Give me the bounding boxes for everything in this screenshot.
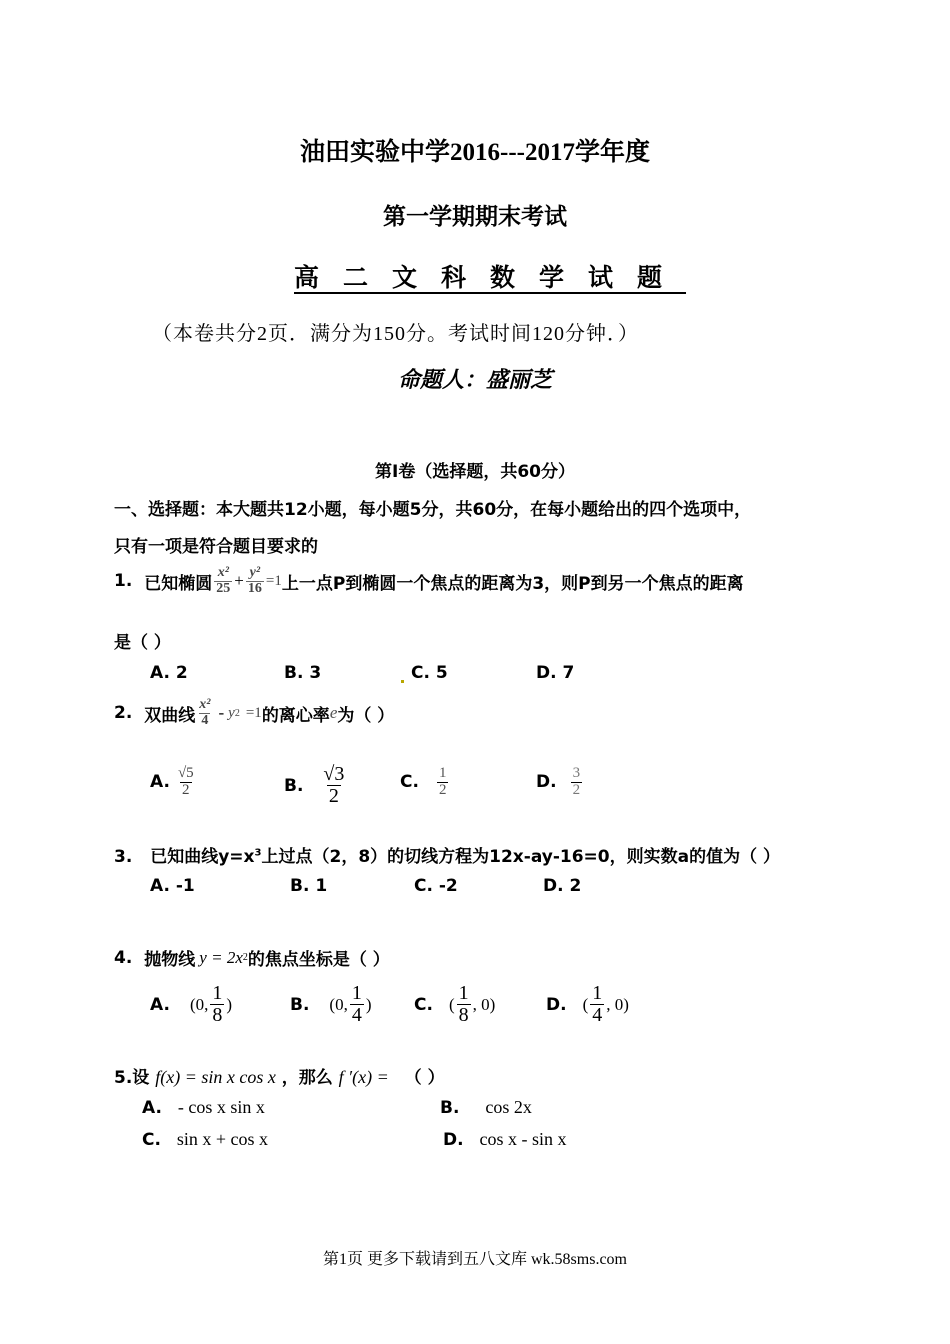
fraction-1-over-8 <box>210 983 224 1026</box>
fraction-numerator: √3 <box>323 763 345 785</box>
fraction-numerator: 1 <box>592 982 603 1004</box>
option-label: D. <box>443 1130 464 1150</box>
paren-open: (0, <box>189 994 209 1014</box>
fraction-1-over-8 <box>457 983 471 1026</box>
fraction-denominator: 2 <box>572 781 581 798</box>
fraction-sqrt5-over-2 <box>176 766 196 799</box>
question-text: 已知椭圆 <box>144 573 213 594</box>
option-label: C. <box>414 994 433 1015</box>
fraction-1-over-4 <box>590 983 604 1026</box>
question-1 <box>114 566 744 596</box>
question-text: 的焦点坐标是（ ） <box>247 950 390 970</box>
q5-option-d <box>443 1129 567 1150</box>
question-text: 设 <box>132 1068 150 1088</box>
question-1-line2: 是（ ） <box>114 633 171 653</box>
function-expression: f(x) = sin x cos x <box>155 1067 276 1087</box>
exponent: 2 <box>242 952 248 963</box>
fraction-numerator: x² <box>199 697 211 712</box>
eccentricity-symbol: e <box>329 703 338 723</box>
q2-option-c <box>400 766 450 799</box>
equals-one: =1 <box>245 704 262 721</box>
paren-close: ) <box>226 994 233 1014</box>
q3-option-d: D. 2 <box>543 876 582 896</box>
paren-close: ) <box>365 994 372 1014</box>
fraction-denominator: 2 <box>182 781 190 798</box>
paren-open: ( <box>448 994 455 1014</box>
exam-author: 命题人：盛丽芝 <box>397 367 552 392</box>
q5-option-b <box>440 1097 532 1118</box>
exponent: 2 <box>234 707 240 719</box>
q1-option-d: D. 7 <box>536 663 575 683</box>
option-expression: cos 2x <box>485 1097 532 1117</box>
paren-close: , 0) <box>606 994 629 1014</box>
option-label: A. <box>150 772 170 793</box>
derivative-expression: f ′(x) = <box>338 1067 389 1087</box>
option-label: D. <box>546 994 567 1015</box>
option-label: B. <box>284 775 304 796</box>
question-text: （ ） <box>404 1068 445 1088</box>
q3-option-b: B. 1 <box>290 876 328 896</box>
fraction-numerator: √5 <box>177 765 194 781</box>
question-2 <box>114 698 394 728</box>
option-label: B. <box>290 994 310 1015</box>
fraction-denominator: 8 <box>458 1004 469 1026</box>
option-label: C. <box>400 772 419 793</box>
exam-title-subject: 高二文科数学试题 <box>294 265 687 292</box>
paren-open: (0, <box>329 994 348 1014</box>
option-label: D. <box>536 772 557 793</box>
q1-option-c: C. 5 <box>400 663 448 683</box>
fraction-denominator: 4 <box>351 1004 362 1026</box>
question-number: 1. <box>114 571 133 592</box>
question-text: 为（ ） <box>337 705 395 726</box>
fraction-x2-over-4 <box>197 698 212 728</box>
exam-title-school: 油田实验中学2016---2017学年度 <box>300 139 650 166</box>
fraction-denominator: 16 <box>247 580 262 596</box>
option-label: A. <box>150 994 170 1015</box>
section-intro-line1: 一、选择题：本大题共12小题，每小题5分，共60分，在每小题给出的四个选项中， <box>114 500 752 520</box>
plus-sign: + <box>234 571 244 591</box>
option-expression: - cos x sin x <box>177 1097 265 1117</box>
exponent: 3 <box>254 847 262 859</box>
mark-dot <box>401 680 404 683</box>
fraction-1-over-4 <box>350 983 364 1026</box>
fraction-numerator: 1 <box>458 982 469 1004</box>
exam-title-term: 第一学期期末考试 <box>383 204 567 229</box>
question-4 <box>114 945 390 970</box>
parabola-expression: y = 2x <box>199 947 243 967</box>
question-text: ，那么 <box>281 1068 333 1088</box>
equals-one: =1 <box>265 572 282 589</box>
option-expression: cos x - sin x <box>479 1129 567 1149</box>
q3-option-c: C. -2 <box>414 876 458 896</box>
q5-option-a <box>142 1097 265 1118</box>
question-text: 上一点P到椭圆一个焦点的距离为3，则P到另一个焦点的距离 <box>281 573 744 594</box>
fraction-numerator: 1 <box>438 765 447 781</box>
q1-option-b: B. 3 <box>284 663 322 683</box>
question-number: 2. <box>114 703 133 724</box>
option-expression: sin x + cos x <box>176 1129 269 1149</box>
question-text: 的离心率 <box>261 705 330 726</box>
fraction-numerator: 3 <box>572 765 581 781</box>
question-number: 5. <box>114 1068 133 1088</box>
fraction-numerator: 1 <box>351 982 362 1004</box>
question-text: 抛物线 <box>144 950 196 970</box>
question-3 <box>114 842 780 867</box>
fraction-denominator: 25 <box>216 580 231 596</box>
fraction-denominator: 2 <box>328 785 339 807</box>
minus-sign: - <box>218 703 225 723</box>
paren-close: , 0) <box>472 994 496 1014</box>
q4-option-b <box>290 983 372 1026</box>
page-footer: 第1页 更多下载请到五八文库 wk.58sms.com <box>322 1251 627 1268</box>
section-intro-line2: 只有一项是符合题目要求的 <box>114 537 318 557</box>
q2-option-a <box>150 766 198 799</box>
question-5 <box>114 1063 445 1088</box>
option-label: A. <box>142 1098 162 1118</box>
fraction-denominator: 4 <box>201 712 209 728</box>
paren-open: ( <box>582 994 589 1014</box>
q3-option-a: A. -1 <box>150 876 195 896</box>
fraction-denominator: 8 <box>212 1004 223 1026</box>
question-text: 双曲线 <box>144 705 196 726</box>
fraction-x2-over-25 <box>214 566 232 596</box>
variable-y: y <box>228 704 235 721</box>
fraction-y2-over-16 <box>246 566 264 596</box>
q5-option-c <box>142 1129 268 1150</box>
fraction-numerator: y² <box>249 565 261 580</box>
q1-option-a: A. 2 <box>150 663 188 683</box>
q4-option-a <box>150 983 232 1026</box>
fraction-3-over-2 <box>571 766 583 799</box>
q4-option-d <box>546 983 629 1026</box>
fraction-denominator: 2 <box>438 781 447 798</box>
fraction-numerator: 1 <box>212 982 223 1004</box>
fraction-sqrt3-over-2 <box>321 764 346 807</box>
option-label: C. <box>142 1130 161 1150</box>
question-number: 3. <box>114 847 133 867</box>
question-text: 上过点（2，8）的切线方程为12x-ay-16=0，则实数a的值为（ ） <box>261 847 781 867</box>
q2-option-b <box>284 764 348 807</box>
section-title: 第Ⅰ卷（选择题，共60分） <box>375 462 575 482</box>
question-number: 4. <box>114 947 133 968</box>
option-label: B. <box>440 1098 460 1118</box>
fraction-1-over-2 <box>437 766 449 799</box>
question-text: 已知曲线y=x <box>150 847 255 867</box>
fraction-denominator: 4 <box>592 1004 603 1026</box>
q4-option-c <box>414 983 495 1026</box>
fraction-numerator: x² <box>217 565 229 580</box>
q2-option-d <box>536 766 584 799</box>
exam-info: （本卷共分2页．满分为150分。考试时间120分钟．） <box>152 323 639 345</box>
